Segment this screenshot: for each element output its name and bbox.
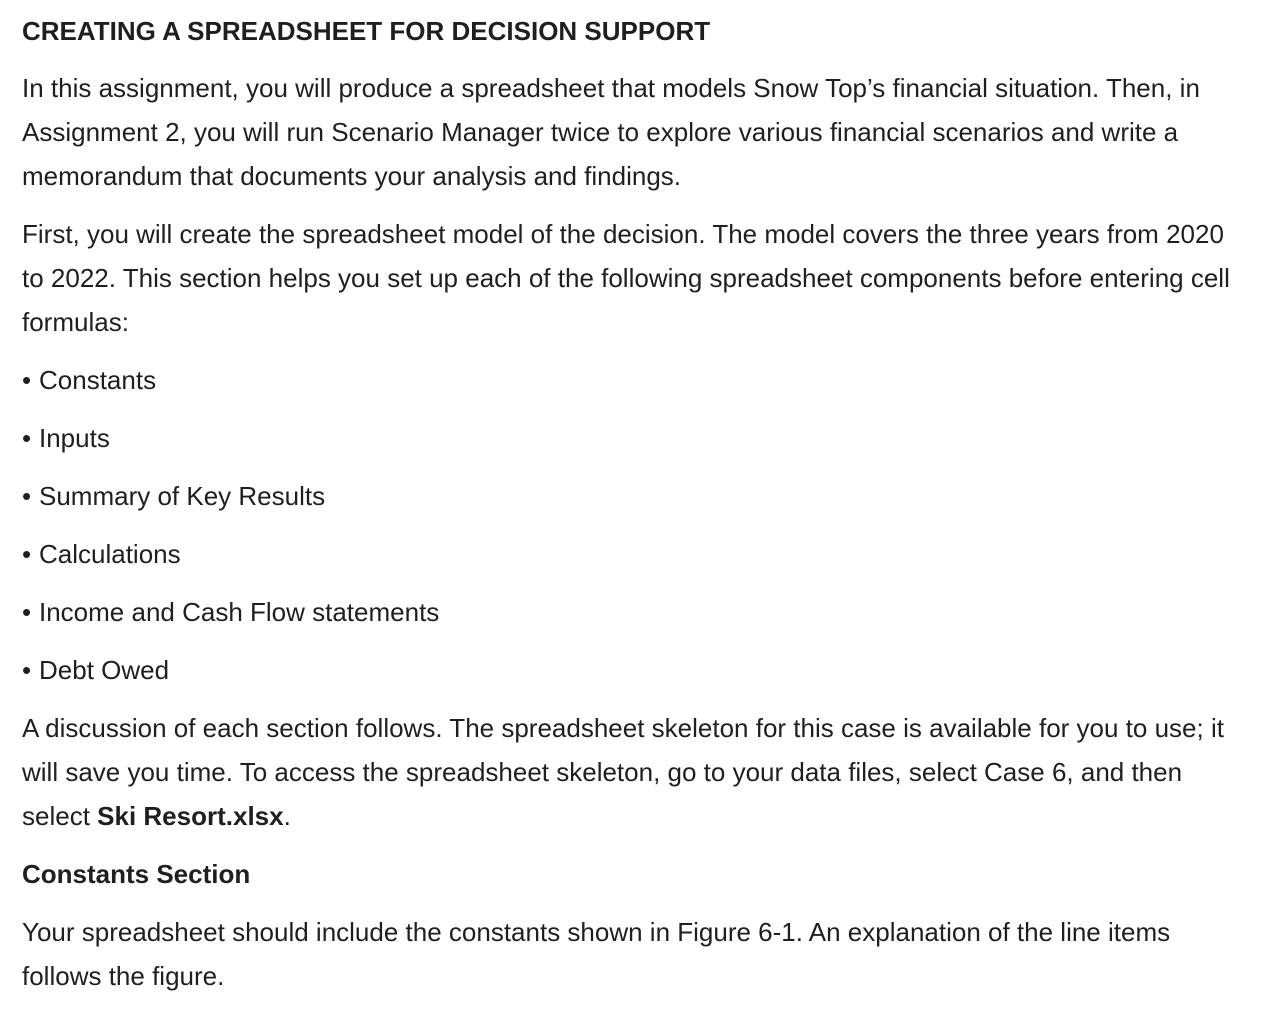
skeleton-text-end: . [283,801,291,831]
bullet-icon: • [22,597,32,627]
list-item-label: Inputs [39,423,110,453]
list-item [22,416,1264,460]
section-heading: Constants Section [22,859,251,889]
list-item-label: Income and Cash Flow statements [39,597,440,627]
component-list [22,358,1264,692]
list-item-label: Debt Owed [39,655,170,685]
list-item-label: Summary of Key Results [39,481,326,511]
skeleton-text: A discussion of each section follows. The spreadsheet skeleton for this case is available for you to use; it will save you time. To access the spreadsheet skeleton, go to your data files, select Case 6, and then select [22,713,1224,831]
file-name: Ski Resort.xlsx [97,801,284,831]
bullet-icon: • [22,423,32,453]
bullet-icon: • [22,539,32,569]
list-item [22,590,1264,634]
model-paragraph: First, you will create the spreadsheet model of the decision. The model covers the three years from 2020 to 2022. This section helps you set up each of the following spreadsheet components before entering cell formulas: [22,219,1230,337]
skeleton-paragraph [22,706,1232,838]
list-item-label: Constants [39,365,157,395]
list-item [22,648,1264,692]
intro-paragraph: In this assignment, you will produce a spreadsheet that models Snow Top’s financial situation. Then, in Assignment 2, you will run Scenario Manager twice to explore various financial scenarios and write a memorandum that documents your analysis and findings. [22,73,1200,191]
constants-paragraph: Your spreadsheet should include the constants shown in Figure 6-1. An explanation of the line items follows the figure. [22,917,1171,991]
bullet-icon: • [22,365,32,395]
bullet-icon: • [22,481,32,511]
document-title: CREATING A SPREADSHEET FOR DECISION SUPPORT [22,16,711,46]
list-item [22,474,1264,518]
bullet-icon: • [22,655,32,685]
list-item-label: Calculations [39,539,181,569]
list-item [22,358,1264,402]
list-item [22,532,1264,576]
